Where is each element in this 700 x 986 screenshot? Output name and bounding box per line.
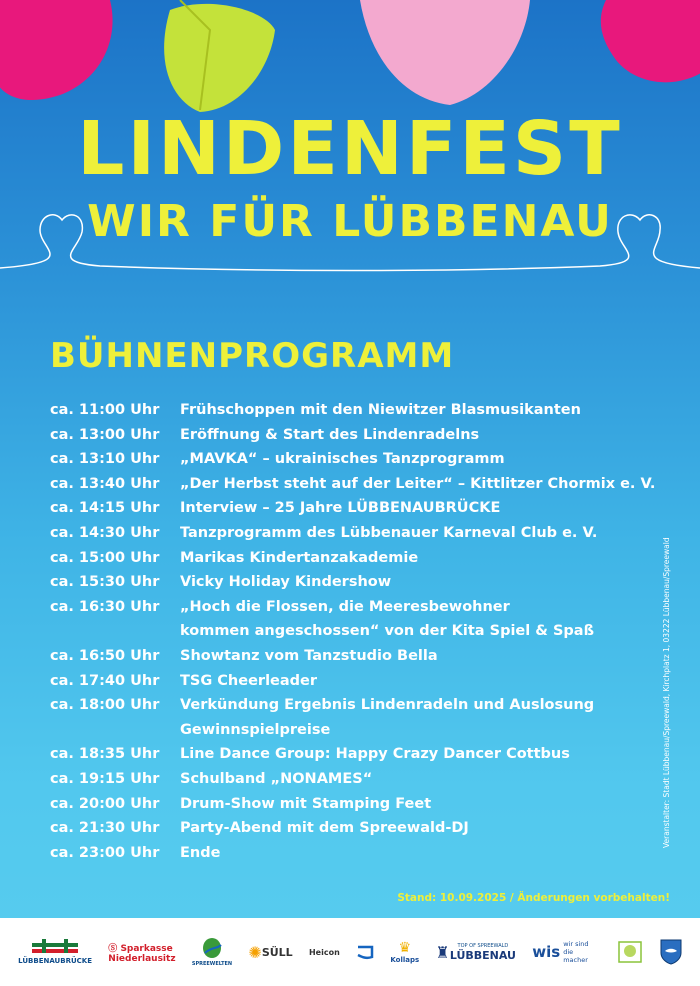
schedule-row [50, 644, 660, 669]
logo-kollaps: ♛ Kollaps [390, 940, 420, 964]
schedule-time: ca. 15:30 Uhr [50, 574, 160, 591]
schedule-time: ca. 13:10 Uhr [50, 451, 160, 468]
logo-suell: ✺ SÜLL [248, 942, 293, 962]
schedule-list [50, 398, 660, 865]
schedule-time: ca. 15:00 Uhr [50, 549, 160, 566]
schedule-event: Tanzprogramm des Lübbenauer Karneval Club e. V. [180, 524, 598, 541]
schedule-event: Line Dance Group: Happy Crazy Dancer Cottbus [180, 746, 570, 763]
schedule-row [50, 669, 660, 694]
schedule-row [50, 595, 660, 644]
logo-lindenfest [616, 939, 644, 965]
schedule-event: Showtanz vom Tanzstudio Bella [180, 647, 438, 664]
lime-leaf-icon [140, 0, 280, 120]
schedule-row [50, 841, 660, 866]
schedule-row [50, 816, 660, 841]
logo-sparkasse: Ⓢ Sparkasse Niederlausitz [108, 943, 176, 964]
schedule-row [50, 447, 660, 472]
pink-leaf-right-icon [596, 0, 700, 90]
logo-spreewelten: SPREEWELTEN [192, 937, 232, 967]
logo-swirl [356, 943, 374, 961]
schedule-event: Vicky Holiday Kindershow [180, 574, 392, 591]
sponsor-footer [0, 918, 700, 986]
schedule-row [50, 423, 660, 448]
schedule-time: ca. 13:40 Uhr [50, 475, 160, 492]
sparkasse-icon: Ⓢ [108, 943, 121, 954]
schedule-row [50, 792, 660, 817]
schedule-row [50, 693, 660, 742]
schedule-event: Drum-Show mit Stamping Feet [180, 795, 432, 812]
schedule-row [50, 570, 660, 595]
schedule-row [50, 742, 660, 767]
schedule-time: ca. 13:00 Uhr [50, 426, 160, 443]
schedule-time: ca. 11:00 Uhr [50, 402, 160, 418]
schedule-event: Eröffnung & Start des Lindenradelns [180, 426, 480, 443]
schedule-time: ca. 21:30 Uhr [50, 820, 160, 837]
schedule-row [50, 496, 660, 521]
organizer-note: Veranstalter: Stadt Lübbenau/Spreewald, Kirchplatz 1, 03222 Lübbenau/Spreewald [662, 537, 671, 849]
schedule-time: ca. 14:30 Uhr [50, 524, 160, 541]
schedule-row [50, 472, 660, 497]
swirl-logo-icon [356, 943, 374, 961]
schedule-time: ca. 18:35 Uhr [50, 746, 160, 763]
schedule-row [50, 398, 660, 423]
schedule-time: ca. 23:00 Uhr [50, 844, 160, 861]
schedule-time: ca. 16:50 Uhr [50, 647, 160, 664]
linden-tree-icon [616, 939, 644, 965]
schedule-time: ca. 18:00 Uhr [50, 697, 160, 714]
schedule-time: ca. 17:40 Uhr [50, 672, 160, 689]
schedule-time: ca. 14:15 Uhr [50, 500, 160, 517]
program-heading: BÜHNENPROGRAMM [50, 336, 455, 376]
bridge-logo-icon [32, 939, 78, 957]
schedule-event: Party-Abend mit dem Spreewald-DJ [180, 820, 469, 837]
crown-icon: ♛ [398, 940, 412, 956]
schedule-row [50, 546, 660, 571]
sun-icon: ✺ [248, 942, 262, 962]
stand-note: Stand: 10.09.2025 / Änderungen vorbehalten! [397, 892, 670, 904]
schedule-event: Frühschoppen mit den Niewitzer Blasmusikanten [180, 402, 581, 418]
logo-luebbenaubruecke: LÜBBENAUBRÜCKE [18, 939, 92, 965]
logo-wis: wis wir sind die macher [532, 940, 589, 964]
spreewelten-leaf-icon [201, 937, 223, 961]
event-subtitle: WIR FÜR LÜBBENAU [87, 196, 613, 247]
logo-coat-of-arms [660, 939, 682, 965]
schedule-event: „Hoch die Flossen, die Meeresbewohner kommen angeschossen“ von der Kita Spiel & Spaß [180, 598, 595, 640]
schedule-time: ca. 19:15 Uhr [50, 770, 160, 787]
light-pink-leaf-icon [360, 0, 530, 110]
schedule-row [50, 521, 660, 546]
schedule-event: Interview – 25 Jahre LÜBBENAUBRÜCKE [180, 500, 501, 517]
schedule-time: ca. 16:30 Uhr [50, 598, 160, 615]
pink-leaf-left-icon [0, 0, 120, 110]
schedule-event: „Der Herbst steht auf der Leiter“ – Kittlitzer Chormix e. V. [180, 475, 656, 492]
event-title: LINDENFEST [77, 106, 623, 192]
schedule-event: „MAVKA“ – ukrainisches Tanzprogramm [180, 451, 505, 468]
logo-top-of-spreewald: ♜ TOP OF SPREEWALD LÜBBENAU [435, 942, 516, 962]
schedule-event: Schulband „NONAMES“ [180, 770, 373, 787]
schedule-event: TSG Cheerleader [180, 672, 318, 689]
schedule-event: Ende [180, 844, 221, 861]
schedule-event: Verkündung Ergebnis Lindenradeln und Auslosung Gewinnspielpreise [180, 697, 595, 738]
schedule-row [50, 767, 660, 792]
schedule-time: ca. 20:00 Uhr [50, 795, 160, 812]
coat-of-arms-icon [660, 939, 682, 965]
schedule-event: Marikas Kindertanzakademie [180, 549, 419, 566]
logo-heicon: Heicon [308, 947, 340, 957]
church-tower-icon: ♜ [435, 942, 450, 962]
